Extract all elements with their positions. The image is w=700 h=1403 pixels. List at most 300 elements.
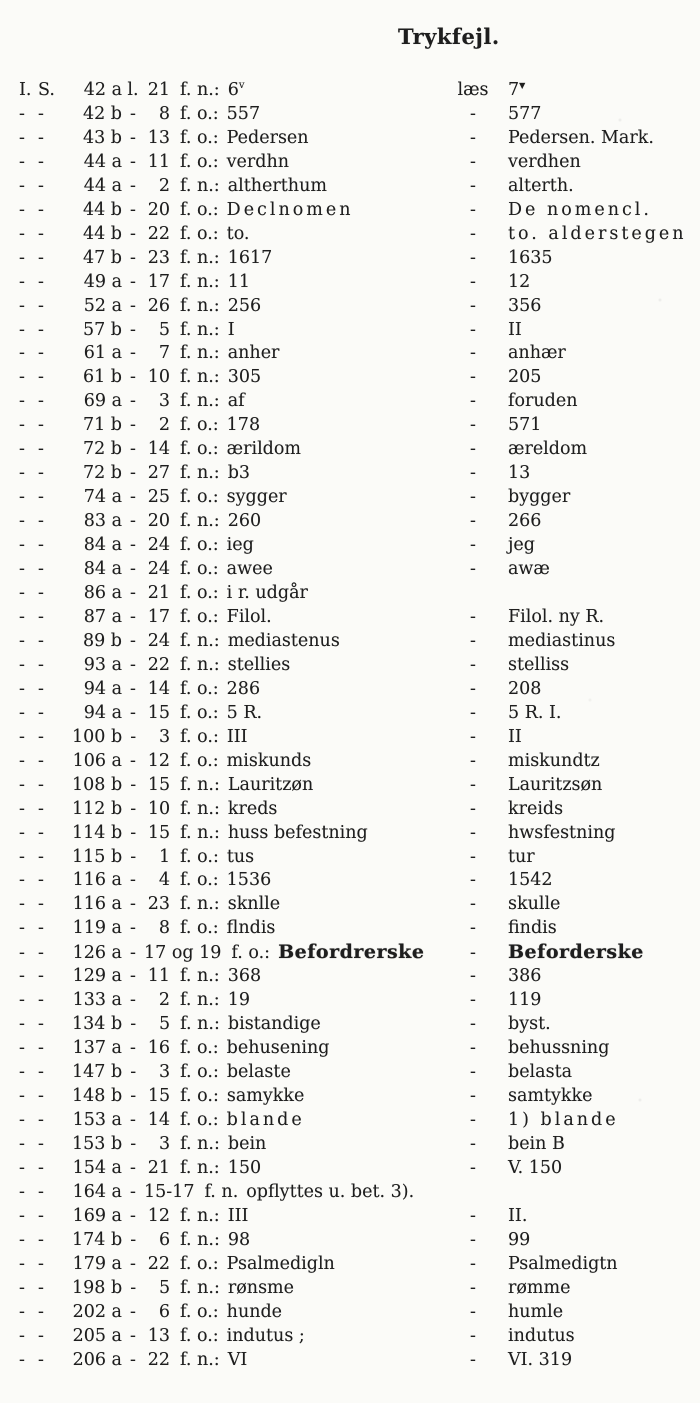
line-number: 1 [159, 846, 171, 867]
correction-block [448, 846, 535, 870]
page-ref: 72 b [82, 463, 122, 484]
volume-col: - [19, 1229, 25, 1250]
line-number: 27 [147, 463, 170, 484]
line-number: 12 [147, 750, 170, 771]
correction-text: mediastinus [508, 630, 616, 651]
correction-text: foruden [508, 391, 578, 412]
count-direction: f. o.: [231, 943, 271, 964]
line-number: 6 [159, 1229, 171, 1250]
read-label: - [470, 271, 476, 292]
volume-col: - [19, 822, 25, 843]
page-ref: 61 a [83, 343, 122, 364]
volume-col: - [19, 1181, 25, 1202]
line-abbrev-col: - [130, 463, 136, 484]
error-text: blande [226, 1109, 305, 1130]
errata-row [0, 271, 700, 295]
correction-text: 5 R. I. [508, 702, 562, 723]
side-col: - [38, 606, 44, 627]
correction-block [448, 893, 560, 917]
count-direction: f. o.: [180, 1086, 219, 1107]
correction-text: De nomencl. [508, 199, 652, 220]
errata-row [0, 846, 700, 870]
error-text: sknlle [227, 894, 281, 915]
correction-text: 7▼ [508, 80, 526, 100]
page-ref: 44 b [82, 199, 122, 220]
volume-col: - [19, 247, 25, 268]
count-direction: f. n.: [180, 295, 220, 316]
side-col: - [38, 127, 44, 148]
line-number: 21 [147, 80, 170, 100]
errata-row [0, 726, 700, 750]
page-ref: 119 a [72, 918, 122, 939]
side-col: - [38, 247, 44, 268]
error-text: 557 [226, 103, 261, 124]
side-col: - [38, 702, 44, 723]
error-text: bein [227, 1133, 267, 1154]
correction-block [448, 702, 561, 726]
errata-row [0, 1157, 700, 1181]
errata-row [0, 965, 700, 989]
side-col: - [38, 1157, 44, 1178]
error-text: 368 [227, 966, 262, 987]
volume-col: - [19, 606, 25, 627]
line-number: 22 [147, 1349, 170, 1370]
line-number: 17 og 19 [144, 943, 222, 964]
read-label: - [470, 247, 476, 268]
side-col: - [38, 1133, 44, 1154]
count-direction: f. n.: [180, 1014, 220, 1035]
line-abbrev-col: - [130, 726, 137, 747]
page-ref: 44 a [83, 151, 122, 172]
page-ref: 61 b [82, 367, 122, 388]
read-label: - [470, 127, 476, 148]
count-direction: f. n.: [180, 966, 220, 987]
error-text: indutus ; [226, 1325, 305, 1346]
correction-block [448, 678, 541, 702]
error-text: 1617 [227, 247, 273, 268]
error-text: 286 [226, 678, 261, 699]
error-text: III [226, 726, 248, 747]
volume-col: - [19, 103, 25, 124]
line-abbrev-col: - [130, 391, 136, 412]
read-label: - [470, 1062, 476, 1083]
correction-text: 12 [508, 271, 531, 292]
line-number: 20 [147, 199, 170, 220]
line-abbrev-col: - [130, 127, 136, 148]
count-direction: f. n.: [180, 80, 220, 100]
errata-row [0, 1037, 700, 1061]
line-number: 15 [147, 1086, 171, 1107]
read-label: - [470, 1014, 476, 1035]
error-text: behusening [226, 1038, 330, 1059]
volume-col: - [19, 726, 25, 747]
count-direction: f. o.: [180, 702, 219, 723]
page-ref: 153 b [72, 1133, 123, 1154]
line-number: 14 [147, 439, 170, 460]
page-ref: 114 b [72, 822, 123, 843]
line-abbrev-col: - [130, 175, 136, 196]
error-text: I [227, 319, 235, 340]
volume-col: - [19, 415, 25, 436]
volume-col: - [19, 1038, 25, 1059]
line-number: 3 [158, 391, 170, 412]
page-ref: 129 a [72, 966, 122, 987]
errata-row [0, 1277, 700, 1301]
read-label: - [470, 894, 476, 915]
correction-block [448, 965, 541, 989]
count-direction: f. o.: [180, 678, 219, 699]
page-ref: 174 b [72, 1229, 123, 1250]
correction-text: 356 [508, 295, 542, 316]
line-number: 17 [147, 606, 170, 627]
read-label: - [470, 1157, 476, 1178]
error-text: 1536 [226, 870, 272, 891]
side-col: - [38, 487, 44, 508]
errata-row [0, 1349, 700, 1373]
volume-col: - [19, 894, 25, 915]
read-label: - [470, 774, 476, 795]
error-text: stellies [227, 654, 291, 675]
line-abbrev-col: - [130, 511, 136, 532]
line-abbrev-col: - [130, 966, 136, 987]
page-ref: 94 a [83, 702, 122, 723]
side-col: - [38, 943, 44, 964]
read-label: - [470, 918, 476, 939]
correction-text: kreids [508, 798, 564, 819]
side-col: - [38, 511, 44, 532]
volume-col: - [19, 1086, 25, 1107]
correction-text: Beforderske [508, 941, 644, 964]
error-text: altherthum [227, 175, 327, 196]
errata-row [0, 774, 700, 798]
correction-text: miskundtz [508, 750, 600, 771]
page-ref: 47 b [82, 247, 122, 268]
errata-row [0, 223, 700, 247]
error-text: Declnomen [226, 199, 354, 220]
read-label: - [470, 654, 476, 675]
correction-block [448, 1325, 575, 1349]
error-text: 178 [226, 415, 261, 436]
errata-row [0, 822, 700, 846]
correction-text: jeg [508, 535, 535, 556]
read-label: - [470, 415, 476, 436]
side-col: - [38, 583, 44, 604]
page-ref: 205 a [72, 1325, 122, 1346]
side-col: - [38, 1109, 44, 1130]
read-label: - [470, 990, 476, 1011]
read-label: - [470, 1325, 476, 1346]
page-ref: 44 b [82, 223, 122, 244]
correction-block [448, 1085, 593, 1109]
correction-block [448, 438, 587, 462]
errata-row [0, 1253, 700, 1277]
page-ref: 93 a [83, 654, 122, 675]
side-col: - [38, 1325, 44, 1346]
correction-block [448, 319, 522, 343]
errata-row [0, 917, 700, 941]
line-number: 10 [147, 367, 170, 388]
error-text: af [227, 391, 245, 412]
error-text: 150 [227, 1157, 262, 1178]
side-col: - [38, 175, 44, 196]
volume-col: - [19, 559, 25, 580]
error-text: 256 [227, 295, 262, 316]
count-direction: f. n.: [180, 511, 220, 532]
page-ref: 83 a [83, 511, 122, 532]
correction-text: anhær [508, 343, 566, 364]
page-ref: 57 b [82, 319, 122, 340]
error-text: huss befestning [227, 822, 368, 843]
count-direction: f. n.: [180, 343, 220, 364]
correction-block [448, 127, 654, 151]
page-ref: 126 a [72, 943, 122, 964]
line-number: 21 [147, 583, 170, 604]
line-number: 24 [147, 535, 170, 556]
correction-text: belasta [508, 1062, 573, 1083]
correction-block [448, 726, 522, 750]
volume-col: I. [19, 80, 32, 100]
correction-text: humle [508, 1301, 564, 1322]
errata-row [0, 295, 700, 319]
error-text: mediastenus [227, 630, 340, 651]
correction-text: to. alderstegen [508, 223, 687, 244]
line-number: 15 [147, 822, 171, 843]
correction-text: II. [508, 1205, 528, 1226]
errata-row [0, 869, 700, 893]
line-abbrev-col: - [130, 870, 136, 891]
read-label: læs [457, 80, 489, 100]
errata-row [0, 127, 700, 151]
errata-row [0, 319, 700, 343]
correction-text: verdhen [508, 151, 581, 172]
line-abbrev-col: - [130, 1205, 136, 1226]
correction-block [448, 486, 570, 510]
error-text: b3 [227, 463, 251, 484]
error-text: verdhn [226, 151, 290, 172]
line-abbrev-col: - [130, 1014, 137, 1035]
error-text: Befordrerske [278, 941, 425, 964]
side-col: - [38, 798, 44, 819]
count-direction: f. n.: [180, 630, 220, 651]
read-label: - [470, 1301, 476, 1322]
page-title: Trykfejl. [398, 24, 500, 49]
line-abbrev-col: - [130, 1325, 136, 1346]
volume-col: - [19, 774, 25, 795]
line-abbrev-col: - [130, 367, 136, 388]
correction-block [448, 79, 525, 103]
line-number: 20 [147, 511, 170, 532]
read-label: - [470, 391, 476, 412]
count-direction: f. n.: [180, 1277, 220, 1298]
volume-col: - [19, 583, 25, 604]
line-number: 2 [158, 175, 170, 196]
side-col: S. [38, 80, 55, 100]
side-col: - [38, 870, 44, 891]
volume-col: - [19, 319, 25, 340]
side-col: - [38, 750, 44, 771]
line-number: 3 [159, 1133, 171, 1154]
volume-col: - [19, 1325, 25, 1346]
page-ref: 147 b [72, 1062, 123, 1083]
read-label: - [470, 1277, 476, 1298]
read-label: - [470, 343, 476, 364]
volume-col: - [19, 1014, 25, 1035]
line-abbrev-col: - [130, 535, 136, 556]
volume-col: - [19, 1133, 25, 1154]
errata-row [0, 941, 700, 965]
line-abbrev-col: - [130, 1038, 136, 1059]
line-abbrev-col: - [130, 415, 136, 436]
error-text: 5 R. [226, 702, 263, 723]
read-label: - [470, 559, 476, 580]
correction-block [448, 342, 566, 366]
errata-row [0, 750, 700, 774]
line-abbrev-col: - [130, 439, 136, 460]
line-number: 4 [158, 870, 170, 891]
page-ref: 86 a [83, 583, 122, 604]
side-col: - [38, 343, 44, 364]
volume-col: - [19, 463, 25, 484]
line-abbrev-col: - [130, 1133, 137, 1154]
correction-block [448, 295, 541, 319]
read-label: - [470, 103, 476, 124]
volume-col: - [19, 151, 25, 172]
volume-col: - [19, 654, 25, 675]
correction-block [448, 606, 604, 630]
correction-block [448, 822, 615, 846]
correction-text: Lauritzsøn [508, 774, 603, 795]
side-col: - [38, 1277, 44, 1298]
read-label: - [470, 966, 476, 987]
errata-row [0, 1109, 700, 1133]
read-label: - [470, 487, 476, 508]
page-ref: 198 b [72, 1277, 123, 1298]
page-ref: 43 b [82, 127, 122, 148]
error-text: i r. udgår [226, 583, 308, 604]
volume-col: - [19, 367, 25, 388]
side-col: - [38, 391, 44, 412]
volume-col: - [19, 1157, 25, 1178]
errata-row [0, 79, 700, 103]
line-abbrev-col: - [130, 943, 136, 964]
correction-block [448, 654, 569, 678]
read-label: - [470, 1086, 476, 1107]
line-number: 23 [147, 247, 170, 268]
volume-col: - [19, 846, 25, 867]
errata-row [0, 1013, 700, 1037]
error-text: 305 [227, 367, 262, 388]
count-direction: f. n. [204, 1181, 239, 1202]
side-col: - [38, 151, 44, 172]
errata-row [0, 798, 700, 822]
errata-row [0, 630, 700, 654]
page-ref: 71 b [82, 415, 122, 436]
volume-col: - [19, 1277, 25, 1298]
errata-row [0, 606, 700, 630]
count-direction: f. o.: [180, 535, 219, 556]
line-number: 23 [147, 894, 170, 915]
volume-col: - [19, 1349, 25, 1370]
volume-col: - [19, 798, 25, 819]
read-label: - [470, 295, 476, 316]
count-direction: f. o.: [180, 1325, 219, 1346]
side-col: - [38, 1014, 44, 1035]
error-text: Pedersen [226, 127, 309, 148]
read-label: - [470, 678, 476, 699]
correction-block [448, 151, 581, 175]
line-number: 24 [147, 630, 170, 651]
errata-row [0, 390, 700, 414]
page-ref: 115 b [72, 846, 123, 867]
count-direction: f. o.: [180, 103, 219, 124]
side-col: - [38, 319, 44, 340]
side-col: - [38, 990, 44, 1011]
count-direction: f. n.: [180, 391, 220, 412]
correction-block [448, 1013, 551, 1037]
line-abbrev-col: - [130, 199, 136, 220]
errata-row [0, 175, 700, 199]
side-col: - [38, 1229, 44, 1250]
volume-col: - [19, 870, 25, 891]
correction-block [448, 199, 652, 223]
count-direction: f. o.: [180, 223, 219, 244]
correction-text: V. 150 [508, 1157, 563, 1178]
volume-col: - [19, 630, 25, 651]
line-number: 6 [158, 1301, 170, 1322]
errata-row [0, 1133, 700, 1157]
correction-block [448, 750, 600, 774]
superscript-mark: ▼ [519, 81, 526, 91]
errata-row [0, 510, 700, 534]
line-abbrev-col: - [130, 918, 136, 939]
side-col: - [38, 1038, 44, 1059]
correction-text: 208 [508, 678, 542, 699]
count-direction: f. o.: [180, 918, 219, 939]
error-text: 6$^v$ [227, 80, 245, 100]
correction-block [448, 774, 602, 798]
error-text: 260 [227, 511, 262, 532]
side-col: - [38, 1253, 44, 1274]
errata-row [0, 366, 700, 390]
page-ref: 69 a [83, 391, 122, 412]
volume-col: - [19, 535, 25, 556]
side-col: - [38, 1062, 44, 1083]
error-text: sygger [226, 487, 287, 508]
page-ref: 108 b [72, 774, 123, 795]
errata-row [0, 654, 700, 678]
correction-block [448, 1205, 527, 1229]
read-label: - [470, 702, 476, 723]
superscript-mark: v [238, 80, 245, 92]
errata-row [0, 462, 700, 486]
error-text: ærildom [226, 439, 302, 460]
volume-col: - [19, 1301, 25, 1322]
correction-text: 577 [508, 103, 542, 124]
read-label: - [470, 1038, 476, 1059]
correction-text: stelliss [508, 654, 570, 675]
page-ref: 94 a [83, 678, 122, 699]
correction-text: behussning [508, 1038, 610, 1059]
line-abbrev-col: - [130, 583, 136, 604]
error-text: 19 [227, 990, 250, 1011]
page-ref: 52 a [83, 295, 122, 316]
line-number: 2 [158, 415, 170, 436]
errata-row [0, 486, 700, 510]
correction-text: 99 [508, 1229, 531, 1250]
side-col: - [38, 535, 44, 556]
volume-col: - [19, 175, 25, 196]
count-direction: f. o.: [180, 151, 219, 172]
